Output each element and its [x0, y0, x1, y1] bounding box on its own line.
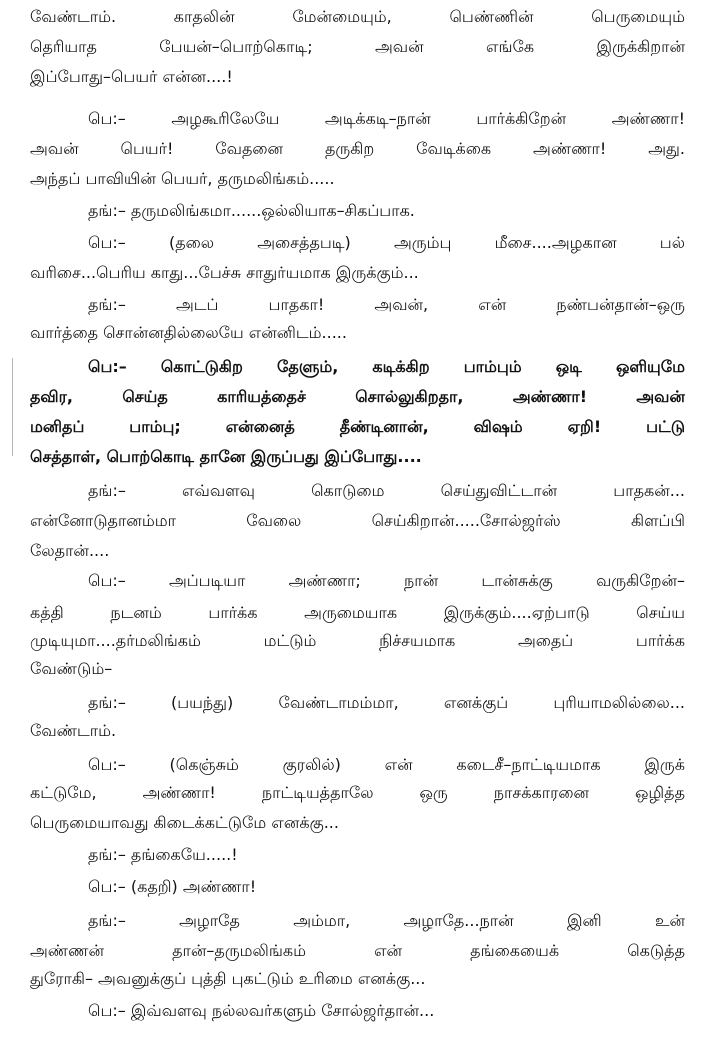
- text-line: பெ:– இவ்வளவு நல்லவர்களும் சோல்ஜர்தான்...: [88, 1001, 435, 1020]
- text-line: வார்த்தை சொன்னதில்லையே என்னிடம்.....: [30, 323, 347, 342]
- text-line: லேதான்....: [30, 541, 110, 560]
- text-line: என்னோடுதானம்மா வேலை செய்கிறான்.....சோல்ஜர்ஸ் கிளப்பி: [30, 511, 685, 530]
- text-line: அந்தப் பாவியின் பெயர், தருமலிங்கம்.....: [30, 169, 335, 188]
- text-line: அவன் பெயர்! வேதனை தருகிற வேடிக்கை அண்ணா! அது.: [30, 139, 685, 158]
- text-line: பெ:– (தலை அசைத்தபடி) அரும்பு மீசை....அழகான பல்: [88, 233, 685, 252]
- text-line: தங்:– (பயந்து) வேண்டாமம்மா, எனக்குப் புரியாமலில்லை...: [88, 693, 685, 712]
- text-line: பெ:– (கெஞ்சும் குரலில்) என் கடைசீ–நாட்டியமாக இருக்: [88, 755, 685, 774]
- text-line: பெ:– அழகூரிலேயே அடிக்கடி–நான் பார்க்கிறேன் அண்ணா!: [88, 109, 685, 128]
- text-line: தங்:– தங்கையே.....!: [88, 845, 238, 864]
- text-line: கட்டுமே, அண்ணா! நாட்டியத்தாலே ஒரு நாசக்காரனை ஒழித்த: [30, 783, 685, 802]
- text-line: வேண்டாம்.: [30, 721, 117, 740]
- text-line: துரோகி– அவனுக்குப் புத்தி புகட்டும் உரிமை எனக்கு...: [30, 969, 426, 988]
- text-line: வேண்டும்–: [30, 659, 113, 678]
- text-line: வரிசை...பெரிய காது...பேச்சு சாதுர்யமாக இருக்கும்...: [30, 263, 419, 282]
- text-line: பெருமையாவது கிடைக்கட்டுமே எனக்கு...: [30, 813, 339, 832]
- text-line: பெ:– கொட்டுகிற தேளும், கடிக்கிற பாம்பும் ஒடி ஒளியுமே: [88, 357, 685, 376]
- text-line: தங்:– எவ்வளவு கொடுமை செய்துவிட்டான் பாதகன்...: [88, 481, 685, 500]
- text-line: பெ:– (கதறி) அண்ணா!: [88, 877, 257, 896]
- text-line: மனிதப் பாம்பு; என்னைத் தீண்டினான், விஷம் ஏறி! பட்டு: [30, 417, 685, 436]
- text-line: அண்ணன் தான்–தருமலிங்கம் என் தங்கையைக் கெடுத்த: [30, 941, 685, 960]
- margin-mark: [12, 358, 13, 456]
- text-line: தங்:– அழாதே அம்மா, அழாதே...நான் இனி உன்: [88, 911, 685, 930]
- text-line: தவிர, செய்த காரியத்தைச் சொல்லுகிறதா, அண்ணா! அவன்: [30, 387, 685, 406]
- text-line: தெரியாத பேயன்–பொற்கொடி; அவன் எங்கே இருக்கிறான்: [30, 37, 685, 56]
- text-line: தங்:– அடப் பாதகா! அவன், என் நண்பன்தான்–ஒரு: [88, 295, 685, 314]
- text-line: இப்போது–பெயர் என்ன....!: [30, 67, 233, 86]
- text-line: செத்தாள், பொற்கொடி தானே இருப்பது இப்போது....: [30, 447, 422, 466]
- text-line: கத்தி நடனம் பார்க்க அருமையாக இருக்கும்....ஏற்பாடு செய்ய: [30, 603, 685, 622]
- text-line: தங்:– தருமலிங்கமா......ஒல்லியாக–சிகப்பாக.: [88, 201, 415, 220]
- text-line: முடியுமா....தர்மலிங்கம் மட்டும் நிச்சயமாக அதைப் பார்க்க: [30, 631, 685, 650]
- text-line: வேண்டாம். காதலின் மேன்மையும், பெண்ணின் பெருமையும்: [30, 7, 685, 26]
- text-line: பெ:– அப்படியா அண்ணா; நான் டான்சுக்கு வருகிறேன்–: [88, 571, 685, 590]
